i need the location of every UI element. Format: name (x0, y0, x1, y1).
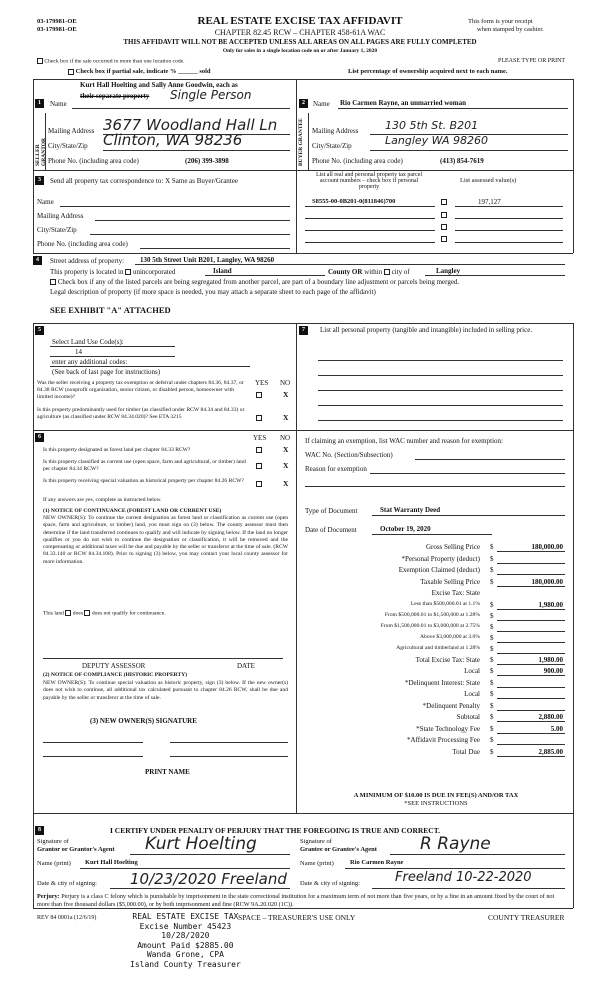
segregated-label: Check box if any of the listed parcels are being segregated from another parcel, are part of a boundary line adjustment or parcels being merged. (57, 278, 460, 286)
tax-row-label: Gross Selling Price (425, 543, 480, 551)
tax-row-label: *Personal Property (deduct) (401, 554, 480, 563)
exemption-label: If claiming an exemption, list WAC number and reason for exemption: (305, 437, 503, 445)
seller-mailing-value[interactable]: 3677 Woodland Hall Ln (103, 116, 278, 134)
buyer-phone-value[interactable]: (413) 854-7619 (440, 157, 484, 165)
see-instructions-note: *SEE INSTRUCTIONS (404, 800, 468, 807)
parcel-1-personal-checkbox[interactable] (441, 198, 447, 206)
reason-label: Reason for exemption (305, 465, 367, 473)
wac-label: WAC No. (Section/Subsection) (305, 451, 393, 459)
seller-mailing-label: Mailing Address (48, 127, 95, 135)
grantee-signature[interactable]: R Rayne (420, 834, 491, 854)
personal-property-label: List all personal property (tangible and intangible) included in selling price. (320, 326, 533, 334)
seller-city-label: City/State/Zip (48, 142, 88, 150)
exhibit-note: SEE EXHIBIT "A" ATTACHED (50, 305, 171, 315)
tax-row-label: *Delinquent Interest: State (404, 678, 480, 687)
land-use-label: Select Land Use Code(s): (52, 338, 124, 346)
seller-city-value[interactable]: Clinton, WA 98236 (103, 131, 243, 149)
county-or-label: County OR (328, 268, 363, 276)
document-date-label: Date of Document (305, 526, 357, 534)
tax-row-dollar: $ (490, 747, 494, 756)
grantor-sig-label-2: Grantor or Grantor's Agent (37, 846, 115, 853)
parcel-number-1[interactable]: S8555-00-0B201-0(811846)700 (312, 198, 396, 205)
buyer-city-value[interactable]: Langley WA 98260 (385, 134, 488, 147)
grantor-date-label: Date & city of signing: (37, 880, 97, 887)
deputy-date-label: DATE (237, 662, 255, 670)
tax-row-dollar: $ (490, 611, 494, 620)
corr-mailing-label: Mailing Address (37, 212, 84, 220)
tax-row-label: Local (464, 690, 480, 698)
grantor-sig-label-1: Signature of (37, 838, 69, 845)
tax-row-amount[interactable]: 2,885.00 (538, 747, 563, 756)
seller-name-handwritten: Single Person (170, 88, 252, 102)
form-id-1: 03-179981-OE (37, 18, 77, 25)
grantee-sig-label-2: Grantee or Grantee's Agent (300, 846, 377, 853)
tax-row-amount[interactable]: 5.00 (550, 724, 563, 733)
grantee-date-value[interactable]: Freeland 10-22-2020 (395, 870, 532, 885)
historic-no-answer[interactable]: X (283, 479, 289, 488)
stamp-line-6: Island County Treasurer (130, 959, 241, 969)
tax-row-label: Subtotal (456, 713, 480, 721)
only-for-line: Only for sales in a single location code on or after January 1, 2020 (222, 48, 378, 54)
street-label: Street address of property: (50, 257, 125, 265)
grantor-name-value[interactable]: Kurt Hall Hoelting (85, 859, 138, 866)
buyer-mailing-value[interactable]: 130 5th St. B201 (385, 119, 479, 132)
multi-location-label: Check box if the sale occurred in more than one location code. (44, 58, 185, 65)
section-7-number: 7 (299, 326, 308, 335)
current-use-yes-checkbox[interactable] (256, 462, 262, 470)
buyer-side-label: BUYER GRANTEE (298, 118, 304, 166)
grantee-sig-label-1: Signature of (300, 838, 332, 845)
multi-location-row (37, 58, 185, 64)
stamp-line-1: REAL ESTATE EXCISE TAX (132, 912, 239, 921)
tax-row-dollar: $ (490, 622, 494, 631)
stamp-line-3: 10/28/2020 (161, 931, 210, 940)
certify-statement: I CERTIFY UNDER PENALTY OF PERJURY THAT THE FOREGOING IS TRUE AND CORRECT. (110, 826, 441, 835)
does-checkbox[interactable] (65, 610, 71, 616)
within-label: within (364, 268, 383, 276)
parcel-2-personal-checkbox[interactable] (441, 211, 447, 219)
tax-row-label: Above $3,000,000 at 3.0% (420, 633, 480, 640)
grantee-name-label: Name (print) (300, 860, 334, 867)
form-id-2: 03-179981-OE (37, 26, 77, 33)
perjury-label: Perjury: (37, 893, 60, 900)
tax-row-dollar: $ (490, 724, 494, 733)
correspondence-text: Send all property tax correspondence to: X Same as Buyer/Grantee (50, 177, 238, 185)
buyer-phone-label: Phone No. (including area code) (312, 157, 403, 165)
corr-city-label: City/State/Zip (37, 226, 77, 234)
city-checkbox[interactable] (384, 269, 390, 275)
partial-sale-label: Check box if partial sale, indicate % (75, 68, 177, 75)
deputy-assessor-label: DEPUTY ASSESSOR (82, 662, 146, 670)
q1-yes-checkbox[interactable] (256, 391, 262, 399)
parcel-3-personal-checkbox[interactable] (441, 223, 447, 231)
continuance-row (43, 610, 166, 616)
county-value[interactable]: Island (213, 267, 232, 275)
exemption-question: Was the seller receiving a property tax exemption or deferral under chapters 84.36, 84.37, or 84.38 RCW (nonprofit organization, senior citizen, or disabled person, homeowner with limited income)? (37, 380, 244, 400)
parcel-header-3: property (358, 184, 380, 190)
buyer-name-value[interactable]: Rio Carmen Rayne, an unmarried woman (340, 99, 466, 107)
designation-yes-header: YES (253, 434, 267, 442)
seller-name-struck: their separate property (80, 92, 150, 100)
grantee-date-label: Date & city of signing: (300, 880, 360, 887)
revision-code: REV 84 0001a (12/6/19) (37, 915, 97, 921)
seller-phone-value[interactable]: (206) 399-3898 (185, 157, 229, 165)
corr-name-label: Name (37, 198, 54, 206)
receipt-note-1: This form is your receipt (468, 18, 533, 25)
print-name-label: PRINT NAME (145, 768, 190, 776)
segregated-checkbox[interactable] (50, 279, 56, 285)
tax-row-dollar: $ (490, 713, 494, 721)
tax-row-dollar: $ (490, 736, 494, 744)
city-value[interactable]: Langley (436, 267, 461, 275)
notice-2-title: (2) NOTICE OF COMPLIANCE (HISTORIC PROPERTY) (43, 672, 188, 678)
section-8-number: 8 (35, 826, 44, 835)
treasurer-stamp (130, 912, 241, 969)
seller-side-label: SELLER GRANTOR (35, 137, 47, 166)
partial-sale-sold: sold (199, 68, 211, 75)
tax-row-dollar: $ (490, 678, 494, 687)
forest-land-question: Is this property designated as forest land per chapter 84.33 RCW? (43, 447, 191, 453)
assessed-header: List assessed value(s) (460, 177, 517, 184)
notice-1-body: NEW OWNER(S): To continue the current designation as forest land or classification as current use (open space, farm and agriculture, or timber) land, you must sign on (3) below. The county assessor must then determine if the land transferred continues to qualify and will indicate by signing below. If the land no longer qualifies or you do not wish to continue the designation or classification, it will be removed and the compensating or additional taxes will be due and payable by the seller or transferor at the time of sale. (RCW 84.33.140 or RCW 84.34.108). Prior to signing (3) below, you may contact your local county assessor for more information. (43, 515, 288, 565)
stamp-line-5: Wanda Grone, CPA (146, 950, 224, 959)
tax-row-dollar: $ (490, 600, 494, 609)
treasurer-use-label: SPACE – TREASURER'S USE ONLY (238, 913, 356, 922)
historic-yes-checkbox[interactable] (256, 480, 262, 488)
tax-row-label: Total Due (452, 747, 480, 756)
legal-description-label: Legal description of property (if more space is needed, you may attach a separate sheet to each page of the affidavit) (50, 288, 376, 296)
buyer-mailing-label: Mailing Address (312, 127, 359, 135)
tax-row-amount[interactable]: 1,980.00 (538, 600, 563, 609)
tax-row-label: Total Excise Tax: State (415, 655, 480, 664)
tax-row-label: Taxable Selling Price (420, 577, 480, 586)
section-6-number: 6 (35, 433, 44, 442)
grantor-signature[interactable]: Kurt Hoelting (145, 834, 257, 854)
tax-row-label: From $500,000.01 to $1,500,000 at 1.28% (384, 611, 480, 618)
tax-row-dollar: $ (490, 690, 494, 698)
perjury-notice (37, 893, 567, 908)
land-use-no-header: NO (280, 379, 291, 387)
tax-row-dollar: $ (490, 667, 494, 675)
grantor-date-value[interactable]: 10/23/2020 Freeland (130, 870, 287, 888)
tax-row-label: *Affidavit Processing Fee (407, 736, 480, 744)
seller-name-typed: Kurt Hall Hoelting and Sally Anne Goodwin, each as (80, 81, 238, 89)
city-of-label: city of (391, 268, 410, 276)
section-4-number: 4 (33, 256, 42, 265)
current-use-no-answer[interactable]: X (283, 461, 289, 470)
multi-location-checkbox[interactable] (37, 58, 43, 64)
tax-row-amount[interactable]: 180,000.00 (531, 577, 563, 586)
tax-row-amount[interactable]: 180,000.00 (531, 543, 563, 551)
section-2-number: 2 (299, 99, 308, 108)
tax-row-label: Exemption Claimed (deduct) (398, 566, 480, 574)
section-5-number: 5 (35, 326, 44, 335)
section-1-number: 1 (35, 99, 44, 108)
additional-codes-label: enter any additional codes: (52, 358, 128, 366)
tax-row-dollar: $ (490, 655, 494, 664)
type-or-print: PLEASE TYPE OR PRINT (498, 58, 566, 64)
tax-row-label: *State Technology Fee (416, 724, 480, 733)
tax-row-label: Agricultural and timberland at 1.28% (396, 644, 480, 651)
corr-phone-label: Phone No. (including area code) (37, 240, 128, 248)
partial-sale-row: Check box if partial sale, indicate % ______ sold (68, 68, 211, 75)
land-use-code[interactable]: 14 (75, 348, 82, 356)
located-label: This property is located in (50, 268, 124, 276)
does-not-checkbox[interactable] (84, 610, 90, 616)
parcel-header-1: List all real and personal property tax parcel (315, 172, 423, 178)
grantor-name-label: Name (print) (37, 860, 71, 867)
chapter-line: CHAPTER 82.45 RCW – CHAPTER 458-61A WAC (214, 28, 386, 37)
does-label: does (72, 610, 84, 617)
notice-2-body: NEW OWNER(S): To continue special valuation as historic property, sign (3) below. If the new owner(s) does not wish to continue, all additional tax calculated pursuant to chapter 84.26 RCW, shall be due and payable by the seller or transferor at the time of sale. (43, 680, 288, 701)
page-title: REAL ESTATE EXCISE TAX AFFIDAVIT (197, 15, 403, 27)
current-use-question: Is this property classified as current use (open space, farm and agricultural, or timber) land per chapter 84.34 RCW? (43, 459, 246, 472)
assessed-value-1[interactable]: 197,127 (478, 198, 501, 206)
ownership-note: List percentage of ownership acquired next to each name. (348, 68, 508, 75)
tax-row-amount[interactable]: 1,980.00 (538, 655, 563, 664)
parcel-header (299, 172, 439, 190)
city-row (328, 268, 410, 276)
forest-yes-checkbox[interactable] (256, 446, 262, 454)
seller-phone-label: Phone No. (including area code) (48, 157, 139, 165)
forest-no-answer[interactable]: X (283, 445, 289, 454)
tax-row-dollar: $ (490, 566, 494, 574)
document-type-label: Type of Document (305, 507, 358, 515)
tax-row-dollar: $ (490, 543, 494, 551)
historic-question: Is this property receiving special valuation as historical property per chapter 84.26 RCW? (43, 478, 244, 484)
unincorporated-label: unincorporated (132, 268, 176, 276)
minimum-fee-note: A MINIMUM OF $10.00 IS DUE IN FEE(S) AND/OR TAX (353, 792, 519, 799)
parcel-header-2: account numbers – check box if personal (319, 178, 419, 184)
grantee-name-value[interactable]: Rio Carmen Rayne (350, 859, 404, 866)
q2-no-answer[interactable]: X (283, 413, 289, 422)
this-land-label: This land (43, 610, 64, 617)
unincorporated-checkbox[interactable] (125, 269, 131, 275)
buyer-city-label: City/State/Zip (312, 142, 352, 150)
if-yes-note: If any answers are yes, complete as instructed below. (43, 497, 162, 503)
tax-row-dollar: $ (490, 644, 494, 653)
parcel-4-personal-checkbox[interactable] (441, 235, 447, 243)
tax-row-dollar: $ (490, 554, 494, 563)
new-owner-signature-label: (3) NEW OWNER(S) SIGNATURE (90, 717, 197, 725)
notice-1-title: (1) NOTICE OF CONTINUANCE (FOREST LAND OR CURRENT USE) (43, 508, 222, 514)
segregated-row (50, 278, 459, 286)
see-back-note: (See back of last page for instructions) (52, 368, 161, 376)
perjury-text: Perjury is a class C felony which is punishable by imprisonment in the state correctional institution for a maximum term of not more than five years, or by a fine in an amount fixed by the court of not more than five thousand dollars ($5,000.00), or by both imprisonment and fine (RCW 9A.20.020 (1C)). (37, 893, 555, 908)
seller-name-label: Name (50, 100, 67, 108)
section-3-number: 3 (35, 176, 44, 185)
tax-row-amount[interactable]: 900.00 (543, 667, 563, 675)
document-type-value[interactable]: Stat Warranty Deed (380, 506, 441, 514)
county-treasurer-label: COUNTY TREASURER (488, 913, 565, 922)
designation-no-header: NO (280, 434, 291, 442)
timber-question: Is this property predominantly used for timber (as classified under RCW 84.34 and 84.33) or agriculture (as classified under RCW 84.34.020)? See ETA 3215 (37, 407, 245, 420)
stamp-line-4: Amount Paid $2885.00 (137, 940, 234, 950)
tax-row-label: Less than $500,000.01 at 1.1% (410, 600, 480, 607)
tax-row-label: *Delinquent Penalty (422, 701, 480, 710)
q1-no-answer[interactable]: X (283, 390, 289, 399)
receipt-note-2: when stamped by cashier. (477, 26, 544, 33)
tax-row-label: From $1,500,000.01 to $3,000,000 at 2.75% (380, 622, 480, 629)
tax-row-label: Excise Tax: State (431, 589, 480, 597)
stamp-line-2: Excise Number 45423 (139, 921, 232, 931)
tax-row-dollar: $ (490, 701, 494, 710)
tax-row-amount[interactable]: 2,880.00 (538, 713, 563, 721)
does-not-label: does not qualify for continuance. (91, 610, 166, 617)
warning-line: THIS AFFIDAVIT WILL NOT BE ACCEPTED UNLESS ALL AREAS ON ALL PAGES ARE FULLY COMPLETED (123, 38, 477, 46)
located-row (50, 268, 175, 276)
tax-row-dollar: $ (490, 633, 494, 642)
q2-yes-checkbox[interactable] (256, 414, 262, 422)
tax-row-label: Local (464, 667, 480, 675)
land-use-yes-header: YES (255, 379, 269, 387)
tax-row-dollar: $ (490, 577, 494, 586)
document-date-value[interactable]: October 19, 2020 (380, 525, 431, 533)
buyer-name-label: Name (313, 100, 330, 108)
street-value[interactable]: 130 5th Street Unit B201, Langley, WA 98260 (140, 256, 275, 264)
partial-sale-checkbox[interactable] (68, 69, 74, 75)
